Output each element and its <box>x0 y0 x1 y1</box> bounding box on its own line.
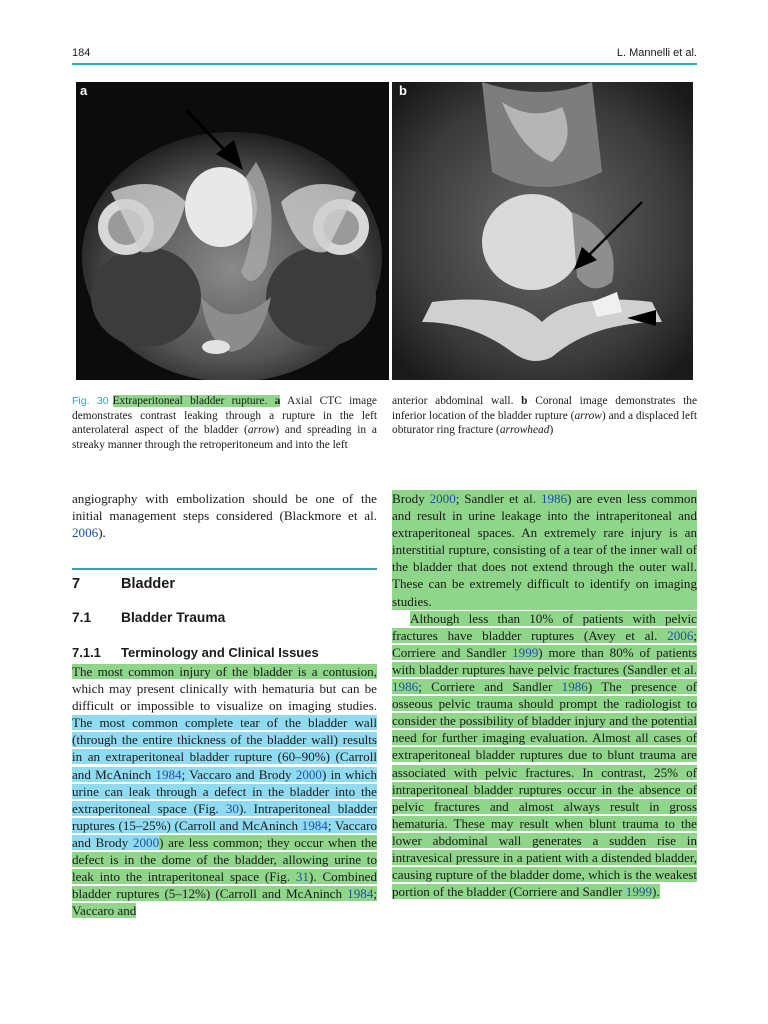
right-paragraph-1: Brody 2000; Sandler et al. 1986) are even less common and result in urine leakage into the intraperitoneal and extraperitoneal spaces. An extremely rare injury is an interstitial rupture, consisting of a tear of the inner wall of the bladder that does not extend through the outer wall. These can be extremely difficult to identify on imaging studies. <box>392 491 697 609</box>
citation-link[interactable]: 2000 <box>132 834 160 850</box>
subsubsection-heading-number: 7.1.1 <box>72 645 101 660</box>
section-rule <box>72 568 377 570</box>
citation-link[interactable]: 1984 <box>155 766 182 782</box>
section-heading-title: Bladder <box>121 576 175 592</box>
citation-link[interactable]: 1986 <box>540 491 568 506</box>
right-column-text <box>392 490 697 900</box>
figure-panel-a <box>76 82 389 380</box>
left-intro-paragraph: angiography with embolization should be one of the initial management steps considered (Blackmore et al. 2006). <box>72 491 377 541</box>
figure-caption-title: Extraperitoneal bladder rupture. a <box>112 395 281 407</box>
figure-link[interactable]: 30 <box>225 800 239 816</box>
citation-link[interactable]: 1984 <box>301 817 328 833</box>
citation-link[interactable]: 2000 <box>429 491 456 506</box>
citation-link[interactable]: 2000 <box>295 766 322 782</box>
figure-caption-right: anterior abdominal wall. b Coronal image demonstrates the inferior location of the bladder rupture (arrow) and a displaced left obturator ring fracture (arrowhead) <box>392 395 697 437</box>
subsubsection-heading-title: Terminology and Clinical Issues <box>121 645 319 660</box>
citation-link[interactable]: 2006 <box>72 525 99 541</box>
header-rule <box>72 63 697 65</box>
citation-link[interactable]: 1999 <box>512 644 539 660</box>
citation-link[interactable]: 1986 <box>392 679 419 695</box>
coronal-ct-image <box>392 82 693 380</box>
figure-caption-left: Fig. 30 Extraperitoneal bladder rupture. a Axial CTC image demonstrates contrast leaking through a rupture in the left anterolateral aspect of the bladder (arrow) and spreading in a streaky manner through the retroperitoneum and into the left <box>72 395 377 451</box>
citation-link[interactable]: 1984 <box>347 886 374 902</box>
subsection-heading-title: Bladder Trauma <box>121 610 226 625</box>
citation-link[interactable]: 2006 <box>667 627 694 643</box>
figure-link[interactable]: 31 <box>295 869 309 885</box>
figure-panel-b <box>392 82 693 380</box>
panel-b-label: b <box>399 83 407 98</box>
citation-link[interactable]: 1999 <box>625 884 652 900</box>
panel-a-label: a <box>80 83 88 98</box>
right-paragraph-2: Although less than 10% of patients with pelvic fractures have bladder ruptures (Avey et al. 2006; Corriere and Sandler 1999) more than 80% of patients with bladder ruptures have pelvic fractures (Sandler et al. 1986; Corriere and Sandler 1986) The presence of osseous pelvic trauma should prompt the radiologist to consider the possibility of bladder injury and the potential need for further imaging evaluation. Almost all cases of extraperitoneal bladder ruptures due to blunt trauma are associated with pelvic fractures. In contrast, 25% of intraperitoneal bladder ruptures occur in the absence of pelvic fractures and almost always result in gross hematuria. These may result when blunt trauma to the lower abdominal wall generates a sudden rise in intravesical pressure in a patient with a distended bladder, causing rupture of the bladder dome, which is the weakest portion of the bladder (Corriere and Sandler 1999). <box>392 610 697 900</box>
axial-ct-image <box>76 82 389 380</box>
citation-link[interactable]: 1986 <box>561 679 588 695</box>
page-number: 184 <box>72 47 91 59</box>
left-main-paragraph: The most common injury of the bladder is a contusion, which may present clinically with hematuria but can be difficult or impossible to visualize on imaging studies. The most common complete tear of the bladder wall (through the entire thickness of the bladder wall) results in an extraperitoneal bladder rupture (60–90%) (Carroll and McAninch 1984; Vaccaro and Brody 2000) in which urine can leak through a defect in the bladder into the extraperitoneal space (Fig. 30). Intraperitoneal bladder ruptures (15–25%) (Carroll and McAninch 1984; Vaccaro and Brody 2000) are less common; they occur when the defect is in the dome of the bladder, allowing urine to leak into the intraperitoneal space (Fig. 31). Combined bladder ruptures (5–12%) (Carroll and McAninch 1984; Vaccaro and <box>72 664 378 919</box>
subsection-heading-number: 7.1 <box>72 610 92 625</box>
figure-label: Fig. 30 <box>72 395 109 407</box>
section-heading-number: 7 <box>72 576 81 592</box>
running-head-authors: L. Mannelli et al. <box>616 47 697 59</box>
